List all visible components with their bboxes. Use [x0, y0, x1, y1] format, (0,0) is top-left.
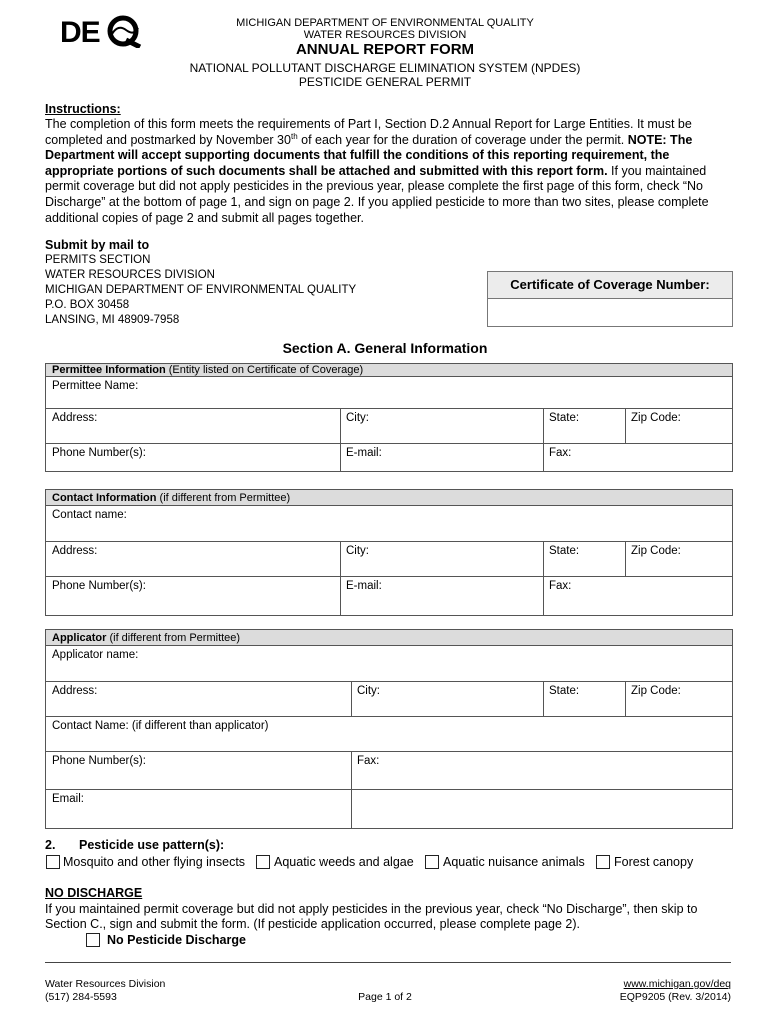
- contact-state-field[interactable]: [543, 541, 625, 576]
- mail-line: LANSING, MI 48909-7958: [45, 314, 180, 326]
- contact-heading-bold: Contact Information: [52, 492, 157, 504]
- fax-label: Fax:: [549, 447, 572, 459]
- divider: [351, 681, 352, 716]
- form-subtitle-permit: PESTICIDE GENERAL PERMIT: [298, 75, 472, 89]
- applicator-email-field[interactable]: [46, 789, 351, 828]
- email-label: E-mail:: [346, 580, 382, 592]
- contact-heading-note: (if different from Permittee): [156, 492, 291, 504]
- contact-fax-field[interactable]: [543, 576, 732, 615]
- contact-phone-field[interactable]: [46, 576, 340, 615]
- phone-label: Phone Number(s):: [52, 447, 146, 459]
- certificate-box: [487, 271, 733, 327]
- contact-email-field[interactable]: [340, 576, 543, 615]
- footer-form-id: EQP9205 (Rev. 3/2014): [619, 991, 731, 1003]
- permittee-fax-field[interactable]: [543, 443, 732, 471]
- permittee-address-field[interactable]: [46, 408, 340, 443]
- contact-zip-field[interactable]: [625, 541, 732, 576]
- permittee-name-label: Permittee Name:: [52, 380, 139, 392]
- pattern-number: 2.: [45, 838, 56, 852]
- instructions-part-1: The completion of this form meets the requirements of Part I, Section D.2 Annual Report for Large Entities. It must be completed and postmarked by November 30: [45, 117, 692, 147]
- fax-label: Fax:: [357, 755, 380, 767]
- contact-address-field[interactable]: [46, 541, 340, 576]
- no-discharge-text: If you maintained permit coverage but did not apply pesticides in the previous year, check “No Discharge”, then skip to Section C., sign and submit the form. (If pesticide application occurred, please complete page 2).: [45, 902, 698, 931]
- instructions-part-3: If you maintained permit coverage but did not apply pesticides in the previous year, please complete the first page of this form, check “No Discharge” at the bottom of page 1, and sign on page 2. If you applied pesticide to more than two sites, please complete additional copies of page 2 and submit all pages together.: [45, 163, 709, 225]
- pattern-checkbox-forest-canopy[interactable]: [596, 855, 610, 869]
- contact-heading: [46, 490, 732, 506]
- fax-label: Fax:: [549, 580, 572, 592]
- state-label: State:: [549, 545, 580, 557]
- permittee-name-field[interactable]: [46, 377, 732, 408]
- applicator-table: [45, 629, 733, 829]
- divider: [625, 681, 626, 716]
- applicator-name-field[interactable]: [46, 646, 732, 681]
- pattern-label-aquatic-animals: Aquatic nuisance animals: [443, 855, 585, 869]
- divider: [543, 408, 544, 471]
- certificate-label: Certificate of Coverage Number:: [488, 272, 732, 299]
- pattern-label-forest-canopy: Forest canopy: [614, 855, 694, 869]
- applicator-state-field[interactable]: [543, 681, 625, 716]
- divider: [351, 751, 352, 828]
- city-label: City:: [346, 412, 369, 424]
- no-discharge-checkbox[interactable]: [86, 933, 100, 947]
- instructions-superscript: th: [290, 131, 298, 141]
- applicator-heading-note: (if different from Permittee): [106, 632, 241, 644]
- zip-label: Zip Code:: [631, 685, 681, 697]
- instructions-heading: Instructions:: [45, 102, 121, 116]
- applicator-name-label: Applicator name:: [52, 649, 139, 661]
- form-subtitle-npdes: NATIONAL POLLUTANT DISCHARGE ELIMINATION SYSTEM (NPDES): [189, 61, 581, 75]
- divider: [340, 541, 341, 615]
- divider: [340, 408, 341, 471]
- pattern-label-mosquito: Mosquito and other flying insects: [63, 855, 246, 869]
- contact-table: [45, 489, 733, 616]
- footer-url-link[interactable]: www.michigan.gov/deq: [623, 978, 731, 990]
- applicator-address-field[interactable]: [46, 681, 351, 716]
- footer-division: Water Resources Division: [45, 978, 166, 990]
- contact-name-label: Contact name:: [52, 509, 127, 521]
- division-name: WATER RESOURCES DIVISION: [303, 29, 467, 41]
- applicator-phone-field[interactable]: [46, 751, 351, 789]
- zip-label: Zip Code:: [631, 412, 681, 424]
- footer-rule: [45, 962, 731, 963]
- mail-line: WATER RESOURCES DIVISION: [45, 269, 215, 281]
- address-label: Address:: [52, 685, 98, 697]
- permittee-heading: [46, 364, 732, 377]
- contact-name-field[interactable]: [46, 506, 732, 541]
- pattern-checkbox-aquatic-weeds[interactable]: [256, 855, 270, 869]
- permittee-city-field[interactable]: [340, 408, 543, 443]
- mail-heading: Submit by mail to: [45, 238, 150, 252]
- permittee-heading-bold: Permittee Information: [52, 364, 166, 376]
- applicator-contact-field[interactable]: [46, 716, 732, 751]
- zip-label: Zip Code:: [631, 545, 681, 557]
- agency-name: MICHIGAN DEPARTMENT OF ENVIRONMENTAL QUALITY: [236, 17, 534, 29]
- contact-city-field[interactable]: [340, 541, 543, 576]
- address-label: Address:: [52, 545, 98, 557]
- address-label: Address:: [52, 412, 98, 424]
- applicator-contact-label: Contact Name: (if different than applicator): [52, 720, 269, 732]
- instructions-part-2: of each year for the duration of coverage under the permit.: [297, 132, 628, 147]
- mail-line: MICHIGAN DEPARTMENT OF ENVIRONMENTAL QUALITY: [45, 284, 357, 296]
- state-label: State:: [549, 685, 580, 697]
- footer-page-number: Page 1 of 2: [358, 991, 412, 1003]
- footer-phone: (517) 284-5593: [45, 991, 117, 1003]
- no-discharge-label: No Pesticide Discharge: [107, 933, 246, 947]
- section-a-title: Section A. General Information: [282, 340, 488, 356]
- applicator-extra-field[interactable]: [351, 789, 732, 828]
- instructions-text: [45, 117, 725, 226]
- no-discharge-heading: NO DISCHARGE: [45, 886, 143, 900]
- pattern-label-aquatic-weeds: Aquatic weeds and algae: [274, 855, 414, 869]
- pattern-checkbox-mosquito[interactable]: [46, 855, 60, 869]
- mail-line: P.O. BOX 30458: [45, 299, 130, 311]
- permittee-state-field[interactable]: [543, 408, 625, 443]
- divider: [543, 681, 544, 716]
- svg-text:DE: DE: [60, 16, 100, 48]
- phone-label: Phone Number(s):: [52, 580, 146, 592]
- applicator-heading-bold: Applicator: [52, 632, 107, 644]
- email-label: E-mail:: [346, 447, 382, 459]
- permittee-phone-field[interactable]: [46, 443, 340, 471]
- permittee-email-field[interactable]: [340, 443, 543, 471]
- permittee-table: [45, 363, 733, 472]
- divider: [543, 541, 544, 615]
- form-title: ANNUAL REPORT FORM: [295, 41, 475, 58]
- instructions-note: NOTE: The Department will accept supporting documents that fulfill the conditions of this reporting requirement, the appropriate portions of such documents shall be attached and submitted with this report form.: [45, 132, 693, 178]
- email-label: Email:: [52, 793, 84, 805]
- pattern-heading: Pesticide use pattern(s):: [79, 838, 225, 852]
- applicator-fax-field[interactable]: [351, 751, 732, 789]
- divider: [625, 408, 626, 443]
- applicator-city-field[interactable]: [351, 681, 543, 716]
- state-label: State:: [549, 412, 580, 424]
- certificate-number-field[interactable]: [488, 299, 732, 326]
- applicator-zip-field[interactable]: [625, 681, 732, 716]
- city-label: City:: [346, 545, 369, 557]
- city-label: City:: [357, 685, 380, 697]
- permittee-heading-note: (Entity listed on Certificate of Coverage): [165, 364, 364, 376]
- divider: [625, 541, 626, 576]
- phone-label: Phone Number(s):: [52, 755, 146, 767]
- mail-line: PERMITS SECTION: [45, 254, 151, 266]
- permittee-zip-field[interactable]: [625, 408, 732, 443]
- pattern-checkbox-aquatic-animals[interactable]: [425, 855, 439, 869]
- applicator-heading: [46, 630, 732, 646]
